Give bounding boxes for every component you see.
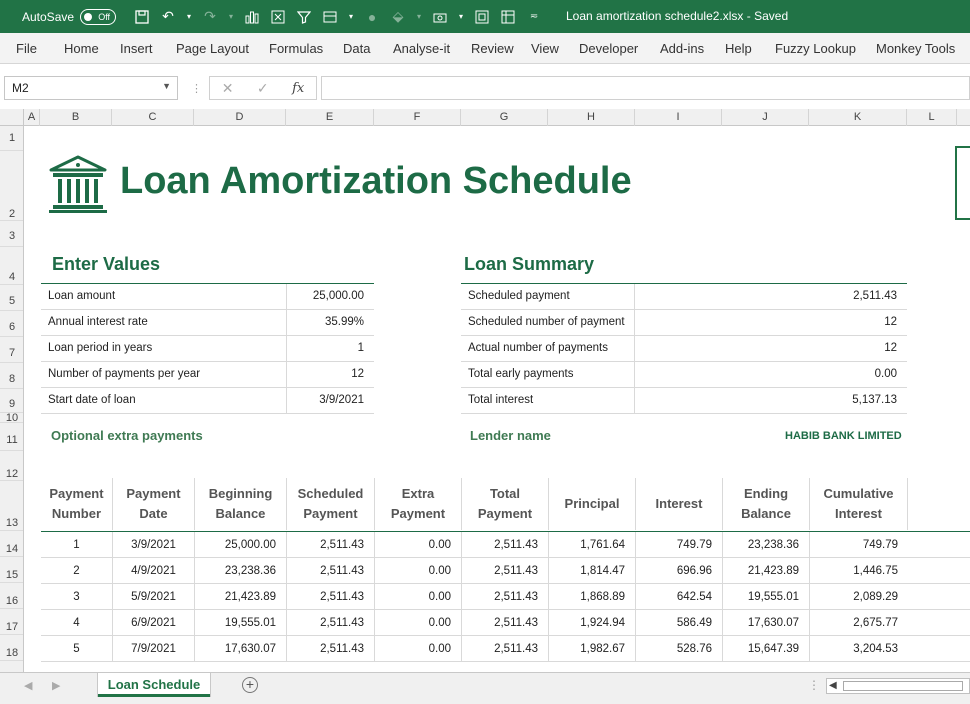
row-headers: [0, 126, 24, 672]
row-header-13[interactable]: 13: [0, 481, 24, 531]
input-label: Start date of loan: [48, 394, 136, 406]
more-options-icon[interactable]: ⋮: [808, 678, 820, 692]
table-row[interactable]: [41, 532, 970, 558]
cell-beginning-balance[interactable]: 19,555.01: [195, 610, 287, 636]
column-header-l[interactable]: L: [907, 109, 957, 126]
scroll-left-icon[interactable]: ◀: [829, 680, 837, 691]
tab-developer[interactable]: Developer: [579, 41, 639, 56]
cell-interest[interactable]: 696.96: [636, 558, 723, 584]
loan-summary-table: [461, 284, 907, 414]
row-header-6[interactable]: 6: [0, 311, 24, 337]
header-principal: [549, 478, 636, 530]
cell-extra-payment[interactable]: 0.00: [375, 584, 462, 610]
summary-label: Total early payments: [468, 368, 574, 380]
header-scheduled-payment: [287, 478, 375, 530]
document-title[interactable]: Loan amortization schedule2.xlsx - Saved: [566, 9, 789, 23]
header-line: Payment: [477, 506, 533, 521]
chevron-down-icon[interactable]: ▼: [162, 81, 171, 91]
select-all-corner[interactable]: [0, 109, 24, 126]
formula-bar: [0, 64, 970, 109]
cell-interest[interactable]: 642.54: [636, 584, 723, 610]
cell-total-payment[interactable]: 2,511.43: [462, 636, 549, 662]
cell-scheduled-payment[interactable]: 2,511.43: [287, 610, 375, 636]
tab-fuzzy-lookup[interactable]: Fuzzy Lookup: [775, 41, 856, 56]
name-box-value: M2: [12, 81, 29, 95]
cell-ending-balance[interactable]: 19,555.01: [723, 584, 810, 610]
more-options-icon[interactable]: ⋮: [191, 83, 202, 95]
formula-input[interactable]: [321, 76, 970, 100]
tab-data[interactable]: Data: [343, 41, 371, 56]
cell-scheduled-payment[interactable]: 2,511.43: [287, 636, 375, 662]
cell-principal[interactable]: 1,868.89: [549, 584, 636, 610]
lender-name-value[interactable]: HABIB BANK LIMITED: [785, 430, 902, 442]
summary-value: 0.00: [874, 368, 897, 380]
input-row[interactable]: [41, 388, 374, 414]
add-sheet-icon[interactable]: +: [242, 677, 258, 693]
input-value[interactable]: 12: [351, 368, 364, 380]
header-cumulative-interest: [810, 478, 908, 530]
circle-icon[interactable]: ●: [367, 8, 377, 25]
prev-sheet-icon[interactable]: ◀: [24, 680, 33, 692]
horizontal-scrollbar[interactable]: [826, 678, 970, 694]
cell-beginning-balance[interactable]: 17,630.07: [195, 636, 287, 662]
tab-file[interactable]: File: [16, 41, 37, 56]
header-total-payment: [462, 478, 549, 530]
input-label: Loan period in years: [48, 342, 153, 354]
save-icon[interactable]: [134, 9, 150, 25]
header-beginning-balance: [195, 478, 287, 530]
cell-payment-date[interactable]: 4/9/2021: [113, 558, 195, 584]
header-line: Payment: [126, 486, 181, 501]
column-header-i[interactable]: I: [635, 109, 722, 126]
cell-principal[interactable]: 1,982.67: [549, 636, 636, 662]
cell-payment-date[interactable]: 7/9/2021: [113, 636, 195, 662]
grid-tool-icon[interactable]: [500, 9, 516, 25]
page-title: Loan Amortization Schedule: [120, 160, 632, 202]
summary-row: [461, 362, 907, 388]
column-header-g[interactable]: G: [461, 109, 548, 126]
cell-extra-payment[interactable]: 0.00: [375, 610, 462, 636]
form-dropdown-icon[interactable]: ▾: [349, 12, 354, 21]
cell-interest[interactable]: 528.76: [636, 636, 723, 662]
summary-label: Actual number of payments: [468, 342, 608, 354]
header-line: Balance: [741, 506, 791, 521]
enter-values-heading: Enter Values: [52, 254, 161, 274]
column-header-c[interactable]: C: [112, 109, 194, 126]
autosave-label: AutoSave: [22, 9, 75, 24]
cell-payment-number[interactable]: 2: [41, 558, 113, 584]
table-row[interactable]: [41, 662, 970, 672]
row-header-16[interactable]: 16: [0, 583, 24, 609]
header-line: Ending: [743, 486, 789, 501]
table-row[interactable]: [41, 610, 970, 636]
row-header-10[interactable]: 10: [0, 413, 24, 423]
cell-cumulative-interest[interactable]: 2,675.77: [853, 617, 898, 629]
summary-label: Scheduled payment: [468, 290, 570, 302]
row-header-12[interactable]: 12: [0, 451, 24, 481]
cell-ending-balance[interactable]: 17,630.07: [723, 610, 810, 636]
cancel-icon[interactable]: ✕: [221, 79, 234, 96]
next-sheet-icon[interactable]: ▶: [52, 680, 61, 692]
row-header-8[interactable]: 8: [0, 363, 24, 389]
redo-icon[interactable]: ↷: [204, 8, 216, 24]
input-label: Annual interest rate: [48, 316, 148, 328]
column-header-k[interactable]: K: [809, 109, 907, 126]
header-line: Payment: [390, 506, 446, 521]
cell-ending-balance[interactable]: 21,423.89: [723, 558, 810, 584]
filter-icon[interactable]: [296, 9, 312, 25]
row-header-9[interactable]: 9: [0, 389, 24, 413]
cell-interest[interactable]: 586.49: [636, 610, 723, 636]
tab-monkey-tools[interactable]: Monkey Tools: [876, 41, 956, 56]
input-row[interactable]: [41, 336, 374, 362]
summary-value: 12: [884, 342, 897, 354]
worksheet-grid[interactable]: [25, 126, 970, 672]
input-value[interactable]: 35.99%: [324, 316, 364, 328]
formula-buttons: [209, 76, 317, 100]
tab-add-ins[interactable]: Add-ins: [660, 41, 705, 56]
row-header-15[interactable]: 15: [0, 557, 24, 583]
header-line: Beginning: [208, 486, 273, 501]
cell-cumulative-interest[interactable]: 2,089.29: [853, 591, 898, 603]
column-header-e[interactable]: E: [286, 109, 374, 126]
customize-toolbar-icon[interactable]: ≂: [529, 11, 539, 22]
tab-insert[interactable]: Insert: [120, 41, 153, 56]
column-header-b[interactable]: B: [40, 109, 112, 126]
cell-ending-balance[interactable]: 23,238.36: [723, 532, 810, 558]
summary-row: [461, 336, 907, 362]
column-header-h[interactable]: H: [548, 109, 635, 126]
cell-payment-number[interactable]: 4: [41, 610, 113, 636]
sheet-tab-loan-schedule[interactable]: Loan Schedule: [98, 673, 210, 697]
cell-interest[interactable]: 749.79: [636, 532, 723, 558]
header-line: Principal: [564, 496, 620, 511]
pivot-icon[interactable]: [270, 9, 286, 25]
chart-icon[interactable]: [244, 9, 260, 25]
header-payment-number: [41, 478, 113, 530]
header-extra-payment: [375, 478, 462, 530]
header-line: Scheduled: [297, 486, 364, 501]
loan-summary-heading: Loan Summary: [464, 254, 595, 274]
cell-payment-date[interactable]: 5/9/2021: [113, 584, 195, 610]
cell-beginning-balance[interactable]: 25,000.00: [195, 532, 287, 558]
header-ending-balance: [723, 478, 810, 530]
cell-beginning-balance[interactable]: 21,423.89: [195, 584, 287, 610]
column-headers: [0, 109, 970, 126]
row-header-3[interactable]: 3: [0, 221, 24, 247]
input-label: Loan amount: [48, 290, 116, 302]
header-interest: [636, 478, 723, 530]
table-row[interactable]: [41, 584, 970, 610]
quick-access-toolbar: [134, 9, 542, 25]
row-header-17[interactable]: 17: [0, 609, 24, 635]
enter-values-table: [41, 284, 374, 414]
row-header-18[interactable]: 18: [0, 635, 24, 661]
header-line: Number: [51, 506, 102, 521]
form-icon[interactable]: [322, 9, 338, 25]
row-header-11[interactable]: 11: [0, 423, 24, 451]
input-value[interactable]: 3/9/2021: [319, 394, 364, 406]
cell-payment-number[interactable]: 3: [41, 584, 113, 610]
cell-ending-balance[interactable]: 15,647.39: [723, 636, 810, 662]
undo-dropdown-icon[interactable]: ▾: [187, 12, 192, 21]
cell-cumulative-interest[interactable]: 3,204.53: [853, 643, 898, 655]
row-header-14[interactable]: 14: [0, 531, 24, 557]
camera-dropdown-icon[interactable]: ▾: [459, 12, 464, 21]
summary-value: 2,511.43: [853, 290, 897, 302]
name-box[interactable]: [4, 76, 178, 100]
column-header-j[interactable]: J: [722, 109, 809, 126]
column-header-d[interactable]: D: [194, 109, 286, 126]
cell-beginning-balance[interactable]: 23,238.36: [195, 558, 287, 584]
column-header-a[interactable]: A: [24, 109, 40, 126]
insert-function-icon[interactable]: fx: [292, 80, 305, 96]
input-row[interactable]: [41, 284, 374, 310]
header-line: Interest: [655, 496, 703, 511]
header-line: Payment: [303, 506, 358, 521]
camera-icon[interactable]: [432, 9, 448, 25]
title-bar: [0, 0, 970, 33]
tab-home[interactable]: Home: [64, 41, 99, 56]
autosave-control[interactable]: [22, 9, 116, 25]
table-row[interactable]: [41, 558, 970, 584]
cell-total-payment[interactable]: 2,511.43: [462, 558, 549, 584]
summary-value: 12: [884, 316, 897, 328]
cell-cumulative-interest[interactable]: 749.79: [862, 539, 898, 551]
cell-cumulative-interest[interactable]: 1,446.75: [853, 565, 898, 577]
cell-extra-payment[interactable]: 0.00: [375, 636, 462, 662]
tab-page-layout[interactable]: Page Layout: [176, 41, 250, 56]
cell-principal[interactable]: 1,814.47: [549, 558, 636, 584]
layout-icon[interactable]: [474, 9, 490, 25]
header-line: Extra: [401, 486, 435, 501]
row-header-7[interactable]: 7: [0, 337, 24, 363]
header-payment-date: [113, 478, 195, 530]
cell-scheduled-payment[interactable]: 2,511.43: [287, 532, 375, 558]
tab-analyse-it[interactable]: Analyse-it: [393, 41, 451, 56]
fill-color-icon[interactable]: ⬙: [392, 8, 404, 24]
summary-row: [461, 310, 907, 336]
scroll-thumb[interactable]: [843, 681, 963, 691]
column-header-f[interactable]: F: [374, 109, 461, 126]
tab-formulas[interactable]: Formulas: [269, 41, 324, 56]
cell-total-payment[interactable]: 2,511.43: [462, 584, 549, 610]
autosave-state: Off: [98, 11, 111, 22]
cell-scheduled-payment[interactable]: 2,511.43: [287, 584, 375, 610]
input-row[interactable]: [41, 310, 374, 336]
header-line: Payment: [49, 486, 104, 501]
tab-review[interactable]: Review: [471, 41, 514, 56]
input-label: Number of payments per year: [48, 368, 201, 380]
summary-row: [461, 284, 907, 310]
header-line: Total: [489, 486, 521, 501]
summary-row: [461, 388, 907, 414]
cell-scheduled-payment[interactable]: 2,511.43: [287, 558, 375, 584]
header-line: Balance: [215, 506, 266, 521]
input-value[interactable]: 25,000.00: [312, 290, 364, 302]
cell-total-payment[interactable]: 2,511.43: [462, 532, 549, 558]
autosave-toggle[interactable]: [80, 9, 116, 25]
bank-icon: [47, 154, 109, 214]
summary-label: Total interest: [468, 394, 534, 406]
header-line: Interest: [835, 506, 882, 521]
enter-icon[interactable]: ✓: [256, 79, 269, 96]
cell-payment-date[interactable]: 3/9/2021: [113, 532, 195, 558]
input-value[interactable]: 1: [357, 342, 364, 354]
tab-view[interactable]: View: [531, 41, 559, 56]
redo-dropdown-icon[interactable]: ▾: [229, 12, 234, 21]
undo-icon[interactable]: ↶: [162, 8, 174, 24]
cell-extra-payment[interactable]: 0.00: [375, 558, 462, 584]
header-line: Cumulative: [823, 486, 894, 501]
cell-payment-number[interactable]: 1: [41, 532, 113, 558]
row-header-2[interactable]: 2: [0, 151, 24, 221]
cell-principal[interactable]: 1,924.94: [549, 610, 636, 636]
selected-cell-outline: [955, 146, 970, 220]
cell-payment-number[interactable]: 5: [41, 636, 113, 662]
cell-extra-payment[interactable]: 0.00: [375, 532, 462, 558]
cell-principal[interactable]: 1,761.64: [549, 532, 636, 558]
table-row[interactable]: [41, 636, 970, 662]
lender-name-label: Lender name: [470, 428, 551, 443]
cell-payment-date[interactable]: 6/9/2021: [113, 610, 195, 636]
tab-help[interactable]: Help: [725, 41, 752, 56]
cell-total-payment[interactable]: 2,511.43: [462, 610, 549, 636]
sheet-tab-bar: [0, 672, 970, 704]
header-line: Date: [139, 506, 168, 521]
row-header-1[interactable]: 1: [0, 126, 24, 151]
summary-label: Scheduled number of payment: [468, 316, 625, 328]
summary-value: 5,137.13: [852, 394, 897, 406]
row-header-5[interactable]: 5: [0, 285, 24, 311]
input-row[interactable]: [41, 362, 374, 388]
row-header-4[interactable]: 4: [0, 247, 24, 285]
optional-extra-payments-label: Optional extra payments: [51, 428, 203, 443]
ribbon-tabs: [0, 33, 970, 64]
fill-dropdown-icon[interactable]: ▾: [417, 12, 422, 21]
